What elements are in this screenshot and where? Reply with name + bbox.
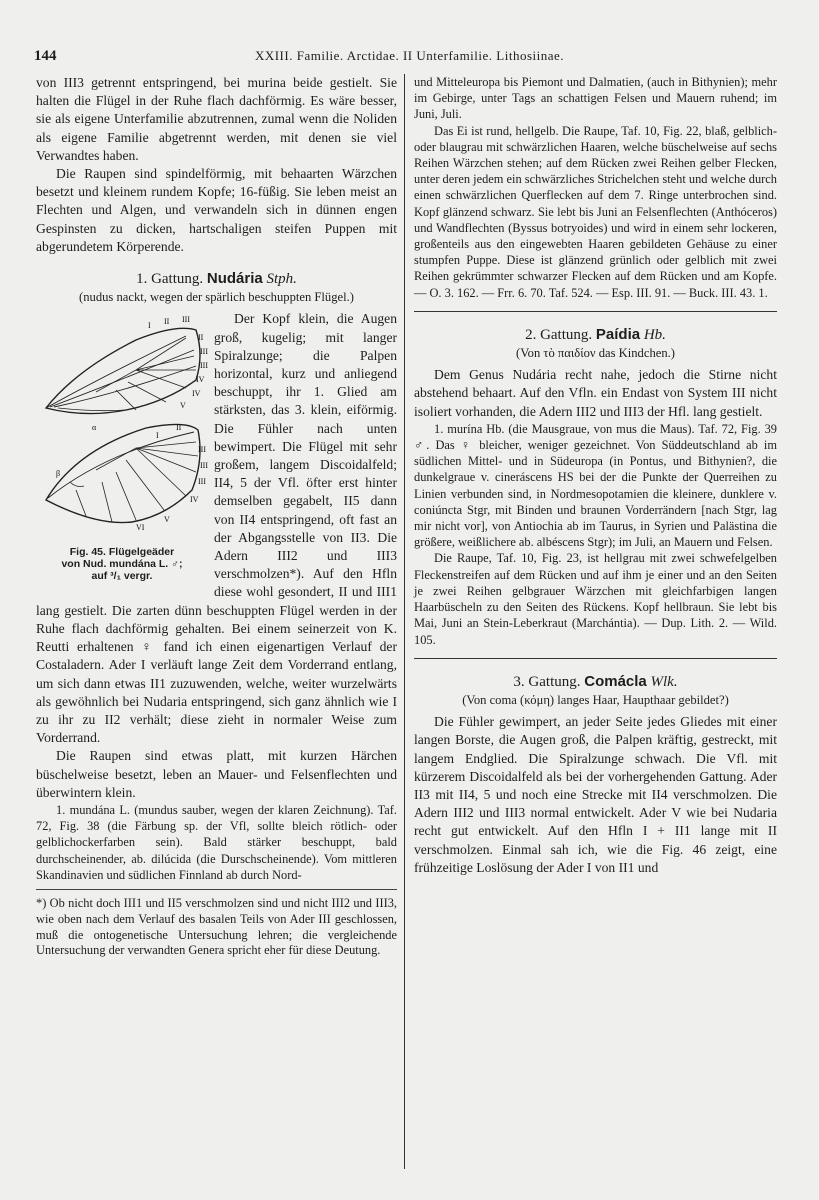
- svg-text:IV: IV: [196, 375, 205, 385]
- genus-2-name: Paídia: [595, 325, 641, 343]
- svg-text:VI: VI: [136, 523, 145, 533]
- genus-2-heading: [414, 326, 777, 344]
- svg-text:V: V: [180, 401, 186, 411]
- species-murina: 1. murína Hb. (die Mausgraue, von mus die Maus). Taf. 72, Fig. 39 ♂. Das ♀ bleicher, weniger gezeichnet. Von Süddeutschland ab im südlichen Mittel- und in Südeuropa (in Pontus, und Bithynien?, die dunkelgraue v. cineráscens HS bei der die Punkte der Querreihen zu Linien verbunden sind, in Nordmesopotamien die kleinere, dunklere v. coniúncta Stgr, mit Binden und braunen Vorderrändern [nach Stgr, lag mir nicht vor], von Antiochia ab im Taurus, in Syrien und Palästina die größere, weißlichere ab. albéscens Stgr); im Juli, an Mauern und Felsen.: [414, 421, 777, 550]
- svg-text:III: III: [200, 461, 208, 471]
- svg-text:IV: IV: [192, 389, 201, 399]
- svg-text:II: II: [164, 317, 170, 327]
- genus-3-description: Die Fühler gewimpert, an jeder Seite jedes Gliedes mit einer langen Borste, die Augen groß, die Palpen kräftig, gestreckt, mit langem Endglied. Die Spiralzunge schwach. Die Vfl. mit kürzerem Discoidalfeld als bei der vorhergehenden Gattung. Ader II3 mit II4, 5 und noch eine Strecke mit II4 verschmolzen. Die Adern III2 und III3 normal entwickelt. Ader V wie bei Nudaria recht gut entwickelt. Auf den Hfln I + II1 lange mit II verschmolzen. Einmal sah ich, wie die Fig. 46 zeigt, eine frühzeitige Loslösung der Ader I von II1 und: [414, 714, 777, 875]
- right-paragraph-1: und Mitteleuropa bis Piemont und Dalmatien, (auch in Bithynien); mehr im Gebirge, unter Tags an schattigen Felsen und Mauern ruhend; im Juni, Juli.: [414, 75, 777, 122]
- svg-text:I: I: [156, 431, 159, 441]
- wing-venation-figure: [36, 310, 208, 582]
- right-paragraph-caterpillar: Die Raupe, Taf. 10, Fig. 23, ist hellgrau mit zwei schwefelgelben Fleckenstreifen auf dem Rücken und auf ihm je einer und an den Seiten je zwei Reihen gelbgrauer Wärzchen mit gleichfarbigen langen Haarbüscheln zu den Seiten des Rückens. Kopf hellbraun. Sie lebt bis Mai, Juni an Stein-Leberkraut (Marchántia). — Dup. Lith. 2. — Wild. 105.: [414, 551, 777, 647]
- svg-text:α: α: [92, 423, 97, 433]
- svg-text:III: III: [198, 445, 206, 455]
- figure-caption-line-2: von Nud. mundána L. ♂;: [61, 558, 183, 571]
- running-head: XXIII. Familie. Arctidae. II Unterfamilie. Lithosiinae.: [254, 48, 565, 63]
- genus-3-author: Wlk.: [650, 673, 678, 690]
- genus-1-description: Der Kopf klein, die Augen groß, kugelig; mit langer Spiralzunge; die Palpen horizontal, kurz und anliegend beschuppt, ihr 1. Glied am stärksten, das 3. klein, eiförmig. Die Fühler nach unten bewimpert. Die Flügel mit sehr großem, langem Discoidalfeld; II4, 5 der Vfl. öfter erst hinter demselben gegabelt, II5 dann von II4 entspringend, oft fast an der Abgangsstelle von II3. Die Adern III2 und III3 verschmolzen*). Auf den Hfln diese wohl gesondert, II und III1 lang gestielt. Die zarten dünn beschuppten Flügel werden in der Ruhe flach dachförmig gehalten. Bei einem seinerzeit von K. Reutti erhaltenen ♀ fand ich einen eigenartigen Verlauf der Costaladern. Ader I verläuft lange Zeit dem Vorderrand entlang, um sich dann etwas II1 zuzuwenden, welche, weiter wurzelwärts als gewöhnlich bei Nudaria entspringend, sich ganz ähnlich wie I zu ihr zu II2 verhält; diese zieht in normaler Weise zum Vorderrand.: [36, 311, 397, 746]
- figure-caption-line-1: Fig. 45. Flügelgeäder: [69, 546, 175, 559]
- left-paragraph-2: Die Raupen sind spindelförmig, mit behaarten Wärzchen besetzt und kleinem rundem Kopfe; 16-füßig. Sie leben meist an Flechten und Algen, und verwandeln sich in dünnen engen Gespinsten zu dicken, hartschaligen steifen Puppen mit abgerundetem Körperende.: [36, 166, 397, 254]
- svg-text:V: V: [164, 515, 170, 525]
- genus-1-name: Nudária: [206, 270, 263, 288]
- genus-1-heading: [36, 270, 397, 288]
- svg-text:III: III: [200, 361, 208, 371]
- genus-2-etymology: (Von τὸ παιδίον das Kindchen.): [516, 346, 675, 361]
- left-paragraph-caterpillar: Die Raupen sind etwas platt, mit kurzen Härchen büschelweise besetzt, leben an Mauer- und Felsenflechten und überwintern klein.: [36, 748, 397, 800]
- column-divider: [404, 74, 405, 1169]
- svg-text:III: III: [200, 347, 208, 357]
- species-mundana: 1. mundána L. (mundus sauber, wegen der klaren Zeichnung). Taf. 72, Fig. 38 (die Färbung sp. der Vfl, sollte bleich rötlich- oder gelblichockerfarben sein). Bald stärker beschuppt, bald durchscheinender, ab. dilúcida (die Durschscheinende). Vom mittleren Skandinavien und südlichen Finnland ab durch Nord-: [36, 802, 397, 882]
- page-number: 144: [34, 48, 57, 64]
- left-paragraph-1: von III3 getrennt entspringend, bei murina beide gestielt. Sie halten die Flügel in der Ruhe flach dachförmig. Es wäre besser, sie als eigene Unterfamilie abzutrennen, zumal wenn die Noliden als eigene Familie abgetrennt werden, mit denen sie viel Verwandtes haben.: [36, 75, 397, 163]
- right-column: [414, 74, 777, 877]
- figure-caption-line-3: auf ³/₁ vergr.: [91, 570, 153, 583]
- genus-2-description: Dem Genus Nudária recht nahe, jedoch die Stirne nicht abstehend behaart. Auf den Vfln. ein Endast von System III nicht isoliert vorhanden, die Adern III2 und III3 der Hfl. lang gestielt.: [414, 367, 777, 419]
- svg-text:IV: IV: [190, 495, 199, 505]
- svg-text:III: III: [198, 477, 206, 487]
- genus-2-number: 2. Gattung.: [525, 326, 593, 343]
- svg-text:II: II: [176, 423, 182, 433]
- footnote: *) Ob nicht doch III1 und II5 verschmolzen sind und nicht III2 und III3, wie oben nach dem Verlauf des basalen Teils von Ader III geschlossen, muß die ontogenetische Untersuchung lehren; die vergleichende Untersuchung der verwandten Genera spricht eher für diese Deutung.: [36, 889, 397, 959]
- genus-1-number: 1. Gattung.: [136, 271, 204, 288]
- section-rule-1: [414, 311, 777, 312]
- genus-1-author: Stph.: [266, 271, 297, 288]
- genus-3-name: Comácla: [584, 672, 647, 690]
- wing-venation-drawing: [36, 310, 208, 546]
- genus-1-etymology: (nudus nackt, wegen der spärlich beschuppten Flügel.): [79, 290, 354, 305]
- svg-text:I: I: [148, 321, 151, 331]
- svg-text:II: II: [198, 333, 204, 343]
- genus-3-etymology: (Von coma (κόμη) langes Haar, Haupthaar gebildet?): [462, 692, 729, 707]
- svg-text:β: β: [56, 469, 61, 479]
- genus-3-number: 3. Gattung.: [513, 673, 581, 690]
- section-rule-2: [414, 658, 777, 659]
- genus-2-author: Hb.: [643, 326, 666, 343]
- left-column: [36, 74, 397, 959]
- genus-3-heading: [414, 673, 777, 691]
- right-paragraph-2: Das Ei ist rund, hellgelb. Die Raupe, Taf. 10, Fig. 22, blaß, gelblich- oder blaugrau mit schwärzlichen Haaren, welche büschelweise auf sechs Reihen Wärzchen stehen; auf dem Rücken zwei Reihen gelber Flecken, unter deren jedem ein schwärzliches Strichelchen steht und welche durch einen schwärzlichen Querflecken auf dem 7. Ringe unterbrochen sind. Kopf glänzend schwarz. Sie lebt bis Juni an Felsenflechten (Anthóceros) und Wandflechten (Byssus botryoides) und wird in einem sehr lockeren, großenteils aus den eingewebten Haaren gebildeten Gehäuse zu einer stumpfen Puppe. Diese ist glänzend grünlich oder gelblich mit zwei Reihen gekrümmter schwarzer Flecken auf dem Rücken und am Kopfe. — O. 3. 162. — Frr. 6. 70. Taf. 524. — Esp. III. 91. — Buck. III. 43. 1.: [414, 123, 777, 300]
- svg-text:III: III: [182, 315, 190, 325]
